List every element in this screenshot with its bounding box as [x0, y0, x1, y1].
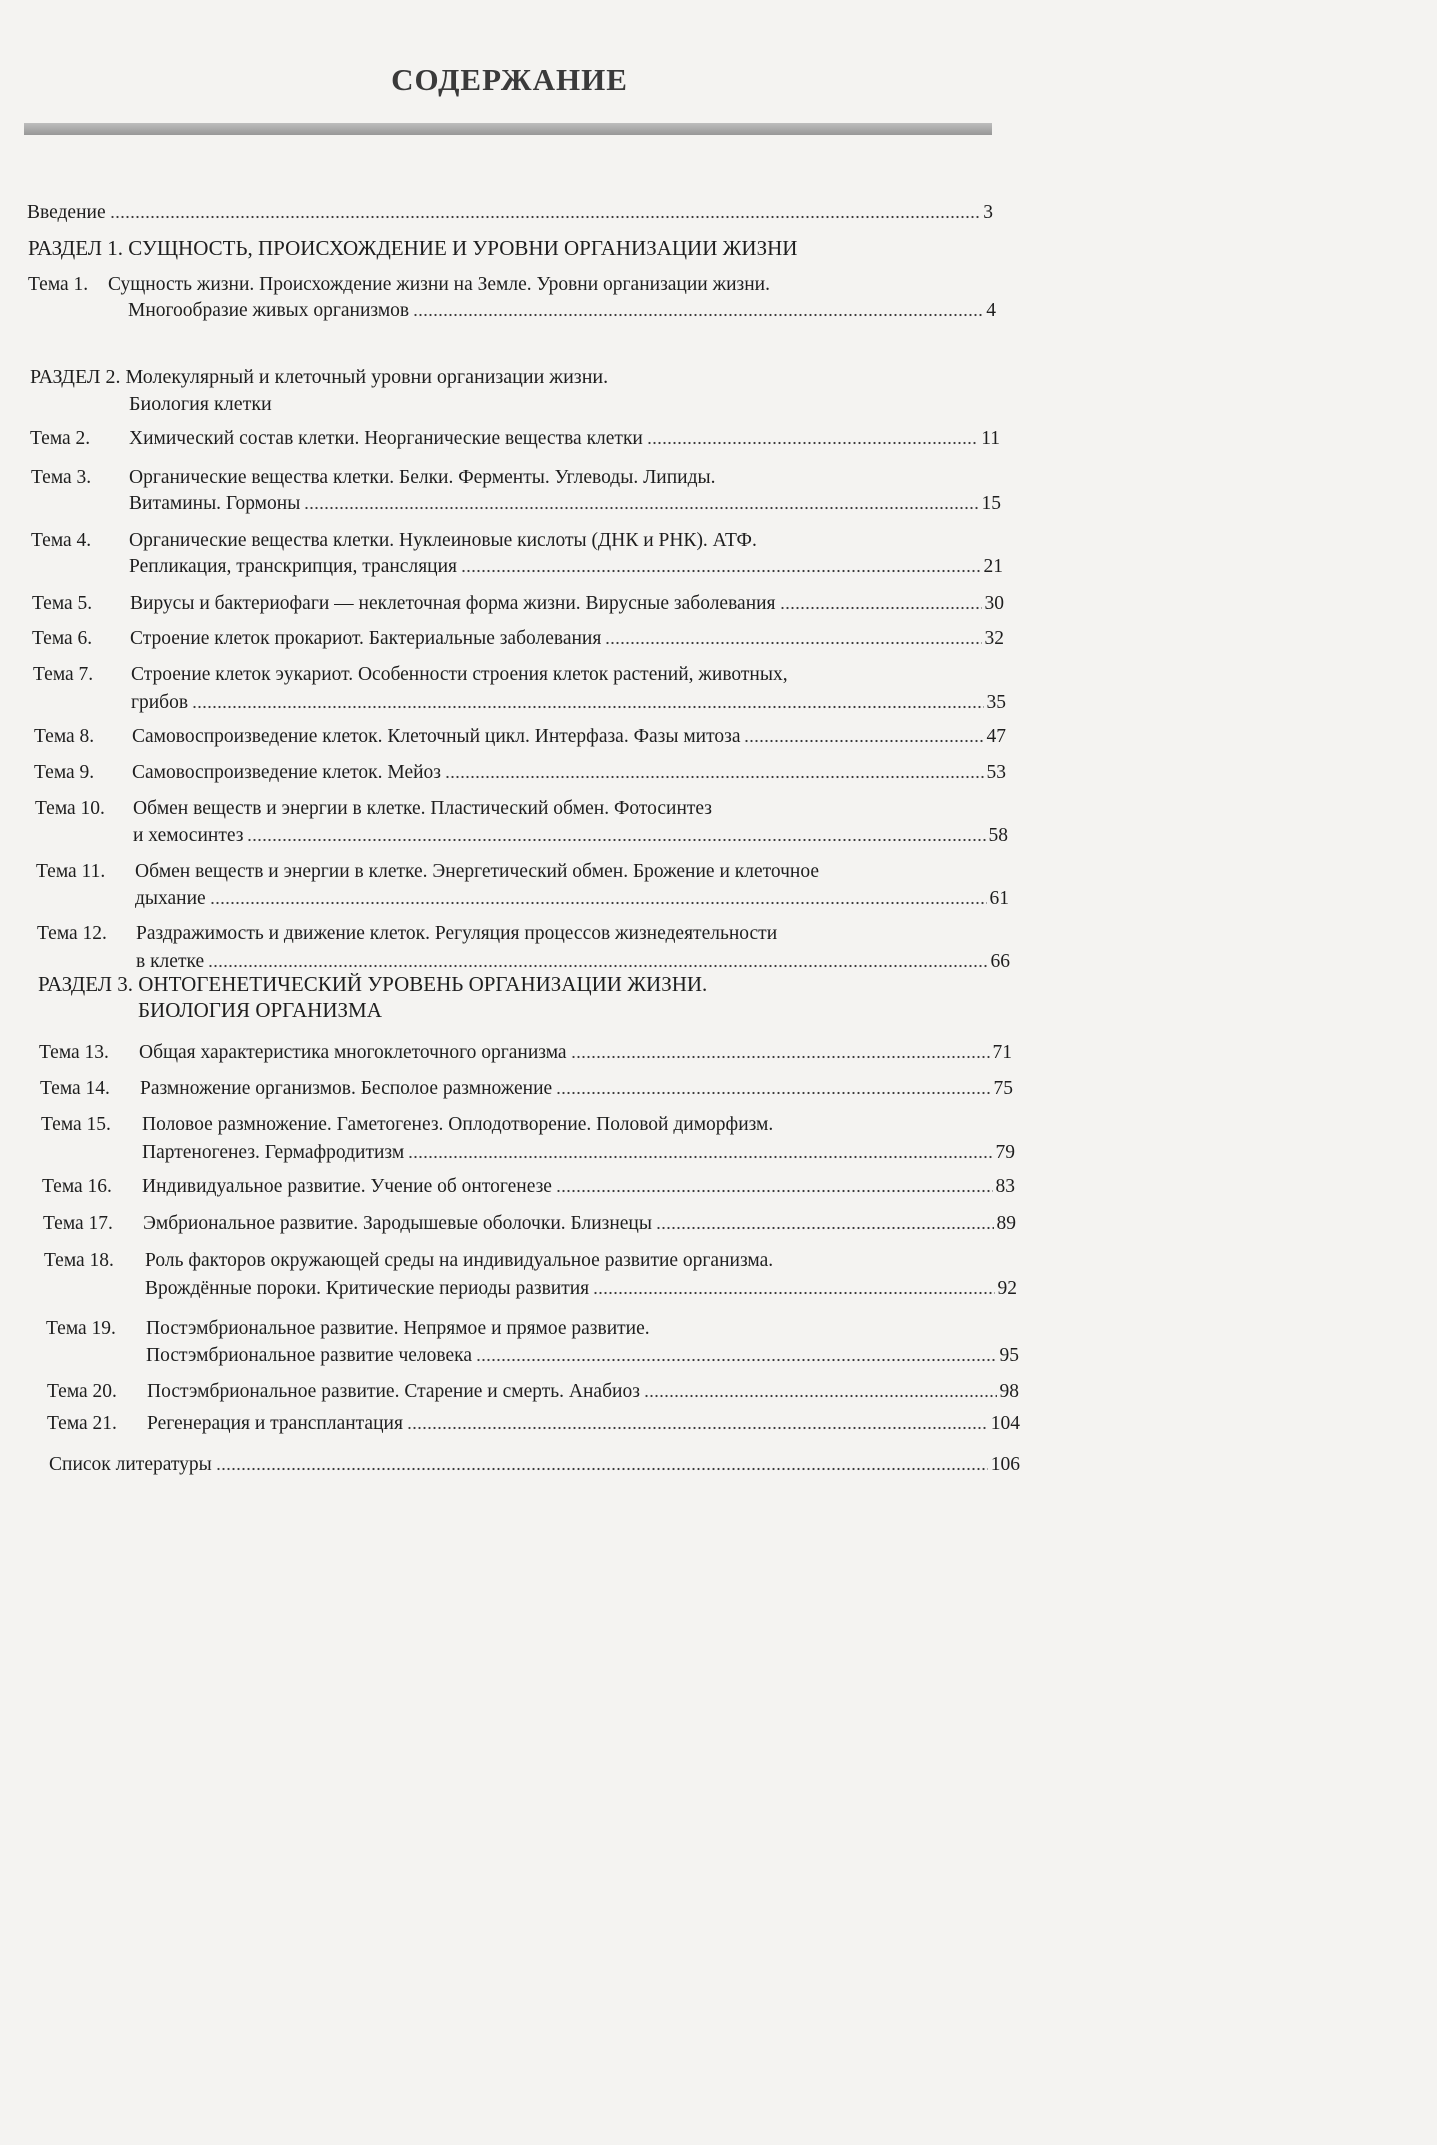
page-number: 21 — [983, 556, 1003, 577]
dot-leader — [445, 775, 984, 779]
topic-number: Тема 12. — [37, 923, 107, 944]
page-number: 35 — [986, 692, 1006, 713]
dot-leader — [571, 1055, 990, 1059]
section-title: РАЗДЕЛ 1. СУЩНОСТЬ, ПРОИСХОЖДЕНИЕ И УРОВНИ ОРГАНИЗАЦИИ ЖИЗНИ — [28, 236, 798, 260]
dot-leader — [780, 606, 982, 610]
section-subtitle: Биология клетки — [129, 393, 272, 415]
section-heading-2 — [30, 365, 609, 415]
topic-title-line2: грибов — [131, 692, 189, 713]
topic-title-line2: Репликация, транскрипция, трансляция — [129, 556, 458, 577]
topic-title-line1: Регенерация и трансплантация — [147, 1413, 403, 1434]
toc-entry-label: Введение — [27, 202, 106, 223]
topic-number: Тема 2. — [30, 428, 91, 449]
topic-number: Тема 14. — [40, 1078, 110, 1099]
page-number: 4 — [986, 300, 996, 321]
topic-title-line1: Строение клеток прокариот. Бактериальные заболевания — [130, 628, 602, 649]
dot-leader — [656, 1226, 994, 1230]
toc-entry-intro[interactable] — [27, 202, 993, 224]
topic-title-line1: Размножение организмов. Бесполое размножение — [140, 1078, 553, 1099]
page-number: 3 — [983, 202, 993, 223]
topic-number: Тема 4. — [31, 530, 92, 551]
topic-title-line1: Обмен веществ и энергии в клетке. Пластический обмен. Фотосинтез — [133, 798, 713, 819]
page-number: 71 — [992, 1042, 1012, 1063]
topic-title-line1: Эмбриональное развитие. Зародышевые оболочки. Близнецы — [143, 1213, 652, 1234]
topic-title-line1: Сущность жизни. Происхождение жизни на Земле. Уровни организации жизни. — [108, 274, 770, 295]
topic-title-line2: Витамины. Гормоны — [129, 493, 301, 514]
page-number: 92 — [997, 1278, 1017, 1299]
topic-number: Тема 13. — [39, 1042, 109, 1063]
topic-title-line2: Врождённые пороки. Критические периоды развития — [145, 1278, 590, 1299]
topic-title-line1: Половое размножение. Гаметогенез. Оплодотворение. Половой диморфизм. — [142, 1114, 774, 1135]
dot-leader — [461, 569, 980, 573]
topic-title-line1: Строение клеток эукариот. Особенности строения клеток растений, животных, — [131, 664, 788, 685]
topic-number: Тема 1. — [28, 274, 89, 295]
topic-title-line1: Постэмбриональное развитие. Непрямое и прямое развитие. — [146, 1318, 650, 1339]
page-number: 32 — [984, 628, 1004, 649]
dot-leader — [593, 1291, 994, 1295]
page-number: 75 — [993, 1078, 1013, 1099]
dot-leader — [413, 313, 983, 317]
topic-title-line1: Химический состав клетки. Неорганические вещества клетки — [129, 428, 643, 449]
page-number: 47 — [986, 726, 1006, 747]
page-number: 89 — [996, 1213, 1016, 1234]
topic-title-line1: Самовоспроизведение клеток. Клеточный цикл. Интерфаза. Фазы митоза — [132, 726, 741, 747]
section-title: РАЗДЕЛ 3. ОНТОГЕНЕТИЧЕСКИЙ УРОВЕНЬ ОРГАНИЗАЦИИ ЖИЗНИ. — [38, 972, 708, 996]
page-number: 104 — [990, 1413, 1020, 1434]
title-underline-rule — [24, 123, 992, 135]
page-number: 53 — [986, 762, 1006, 783]
page-number: 61 — [989, 888, 1009, 909]
topic-number: Тема 8. — [34, 726, 95, 747]
page-number: 15 — [981, 493, 1001, 514]
dot-leader — [556, 1189, 993, 1193]
topic-number: Тема 7. — [33, 664, 94, 685]
topic-title-line1: Общая характеристика многоклеточного организма — [139, 1042, 567, 1063]
topic-title-line2: и хемосинтез — [133, 825, 244, 846]
topic-number: Тема 9. — [34, 762, 95, 783]
page-number: 11 — [981, 428, 1000, 449]
dot-leader — [744, 739, 983, 743]
page-number: 58 — [988, 825, 1008, 846]
topic-title-line2: Постэмбриональное развитие человека — [146, 1345, 472, 1366]
page-number: 83 — [995, 1176, 1015, 1197]
topic-number: Тема 18. — [44, 1250, 114, 1271]
dot-leader — [247, 838, 985, 842]
topic-number: Тема 3. — [31, 467, 92, 488]
topic-title-line1: Роль факторов окружающей среды на индивидуальное развитие организма. — [145, 1250, 774, 1271]
dot-leader — [192, 705, 983, 709]
dot-leader — [647, 441, 978, 445]
topic-number: Тема 21. — [47, 1413, 117, 1434]
topic-title-line2: Многообразие живых организмов — [128, 300, 410, 321]
section-heading-1 — [28, 236, 797, 260]
topic-title-line2: дыхание — [135, 888, 206, 909]
topic-number: Тема 6. — [32, 628, 93, 649]
page-number: 98 — [999, 1381, 1019, 1402]
topic-title-line1: Индивидуальное развитие. Учение об онтогенезе — [142, 1176, 552, 1197]
section-subtitle: БИОЛОГИЯ ОРГАНИЗМА — [138, 998, 382, 1022]
topic-number: Тема 17. — [43, 1213, 113, 1234]
page-number: 79 — [995, 1142, 1015, 1163]
dot-leader — [110, 215, 981, 219]
page-number: 66 — [990, 951, 1010, 972]
dot-leader — [304, 506, 978, 510]
page-number: 30 — [984, 593, 1004, 614]
page-number: 95 — [999, 1345, 1019, 1366]
topic-title-line1: Постэмбриональное развитие. Старение и смерть. Анабиоз — [147, 1381, 640, 1402]
dot-leader — [210, 901, 987, 905]
topic-number: Тема 19. — [46, 1318, 116, 1339]
page-number: 106 — [990, 1454, 1020, 1475]
topic-number: Тема 10. — [35, 798, 105, 819]
section-heading-3 — [38, 972, 708, 1022]
topic-number: Тема 15. — [41, 1114, 111, 1135]
topic-title-line1: Раздражимость и движение клеток. Регуляция процессов жизнедеятельности — [136, 923, 778, 944]
dot-leader — [476, 1358, 997, 1362]
toc-entry-bibliography[interactable] — [49, 1454, 1020, 1476]
section-title: РАЗДЕЛ 2. Молекулярный и клеточный уровни организации жизни. — [30, 366, 609, 388]
topic-number: Тема 16. — [42, 1176, 112, 1197]
dot-leader — [208, 964, 987, 968]
topic-title-line2: в клетке — [136, 951, 205, 972]
page-title: СОДЕРЖАНИЕ — [391, 62, 628, 97]
topic-title-line1: Самовоспроизведение клеток. Мейоз — [132, 762, 441, 783]
dot-leader — [556, 1091, 990, 1095]
topic-number: Тема 20. — [47, 1381, 117, 1402]
topic-number: Тема 11. — [36, 861, 106, 882]
dot-leader — [216, 1467, 988, 1471]
topic-title-line1: Обмен веществ и энергии в клетке. Энергетический обмен. Брожение и клеточное — [135, 861, 820, 882]
toc-entry-label: Список литературы — [49, 1454, 212, 1475]
topic-number: Тема 5. — [32, 593, 93, 614]
dot-leader — [408, 1155, 992, 1159]
topic-title-line2: Партеногенез. Гермафродитизм — [142, 1142, 405, 1163]
topic-title-line1: Вирусы и бактериофаги — неклеточная форма жизни. Вирусные заболевания — [130, 593, 776, 614]
dot-leader — [605, 641, 981, 645]
topic-title-line1: Органические вещества клетки. Белки. Ферменты. Углеводы. Липиды. — [129, 467, 716, 488]
dot-leader — [644, 1394, 997, 1398]
topic-title-line1: Органические вещества клетки. Нуклеиновые кислоты (ДНК и РНК). АТФ. — [129, 530, 757, 551]
dot-leader — [407, 1426, 988, 1430]
